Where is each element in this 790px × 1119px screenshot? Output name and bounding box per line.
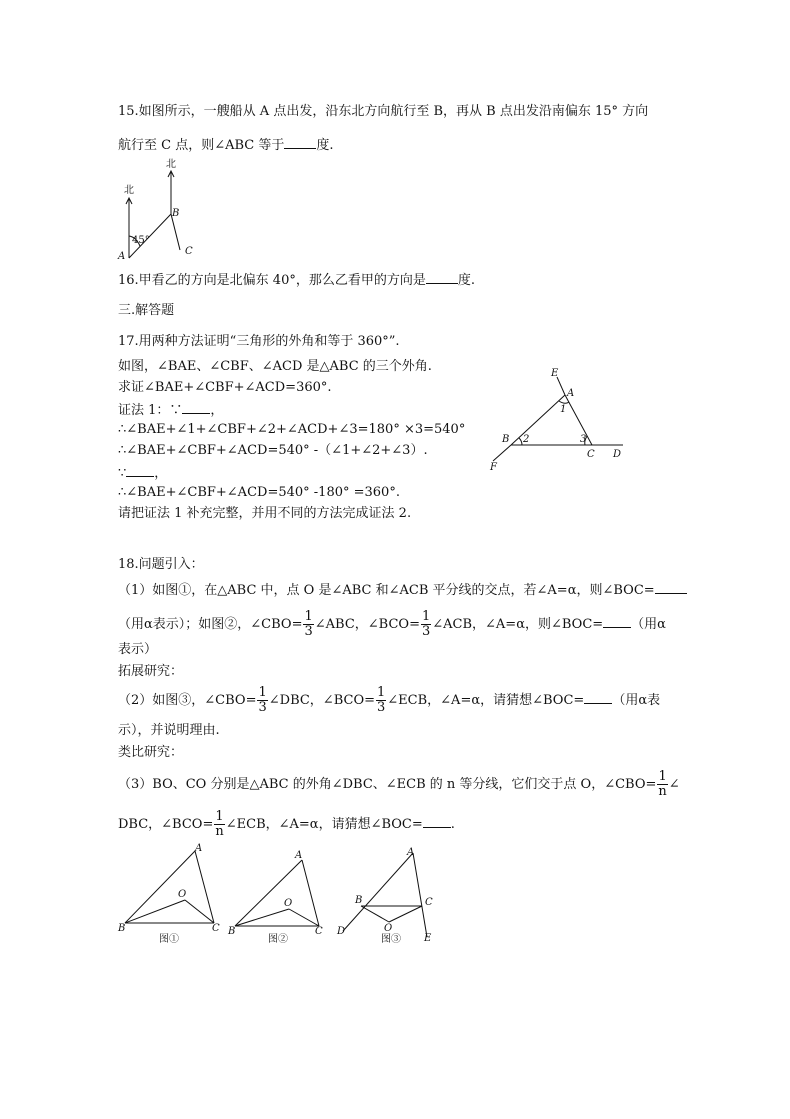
q17-line4: ∴∠BAE+∠1+∠CBF+∠2+∠ACD+∠3=180° ×3=540° (118, 422, 466, 437)
point-b-label: B (228, 926, 236, 937)
q18-p1-line1 (118, 580, 687, 600)
q15-line1: 15.如图所示，一艘船从 A 点出发，沿东北方向航行至 B，再从 B 点出发沿南偏东 15° 方向 (118, 104, 649, 119)
segment-bc (171, 214, 180, 250)
q17-line6-end: ， (154, 466, 168, 481)
q17-line1: 如图，∠BAE、∠CBF、∠ACD 是△ABC 的三个外角. (118, 359, 432, 374)
q18-p1-c: ∠ABC，∠BCO= (314, 617, 420, 632)
frac-den: 3 (377, 700, 386, 715)
q18-p3-e: . (450, 817, 455, 832)
q15-figure (112, 158, 212, 263)
frac-num: 1 (258, 685, 267, 700)
figure-3 (335, 845, 445, 945)
q16-end: 度. (457, 273, 475, 288)
frac-den: n (215, 824, 224, 839)
q17-line8: 请把证法 1 补充完整，并用不同的方法完成证法 2. (118, 506, 412, 521)
frac-den: 3 (421, 624, 431, 639)
q18-p1-text: （1）如图①，在△ABC 中，点 O 是∠ABC 和∠ACB 平分线的交点，若∠A=α，则∠BOC= (118, 583, 655, 598)
figure-1 (115, 845, 225, 945)
q18-p2-d: （用α表 (612, 693, 661, 708)
point-o-label: O (384, 923, 393, 934)
north-label-a: 北 (124, 185, 134, 196)
frac-den: 3 (258, 700, 267, 715)
q15-line2-end: 度. (316, 138, 334, 153)
answer-blank-q17-b[interactable] (126, 463, 154, 477)
q18-p1-e: （用α (631, 617, 666, 632)
point-o-label: O (178, 889, 187, 900)
q18-p3-b: ∠ (668, 777, 680, 792)
north-label-b: 北 (166, 159, 176, 170)
line-bf (493, 445, 511, 461)
q18-p3-d: ∠ECB，∠A=α，请猜想∠BOC= (225, 817, 423, 832)
side-ac (195, 851, 214, 923)
segment-bo (125, 900, 185, 923)
point-c-label: C (315, 926, 323, 937)
answer-blank-q18-3[interactable] (584, 690, 612, 704)
q18-p2-c: ∠ECB，∠A=α，请猜想∠BOC= (387, 693, 585, 708)
fraction-one-over-n-a (657, 770, 667, 799)
frac-num: 1 (215, 809, 224, 824)
point-b-label: B (172, 208, 180, 219)
point-c-label: C (212, 923, 220, 934)
point-c-label: C (587, 449, 595, 460)
q16-line (118, 270, 475, 290)
segment-co (289, 909, 319, 926)
q18-p3-line1 (118, 766, 680, 804)
q18-p2-line2: 示），并说明理由. (118, 723, 220, 738)
segment-bo (361, 906, 389, 922)
angle-3-label: 3 (580, 434, 587, 445)
q17-because: ∵ (118, 466, 127, 481)
point-a-label: A (567, 388, 575, 399)
frac-num: 1 (304, 609, 313, 624)
answer-blank-q17-a[interactable] (182, 400, 210, 414)
point-c-label: C (425, 897, 433, 908)
answer-blank-q16[interactable] (426, 270, 458, 284)
line-ad (343, 853, 413, 931)
point-d-label: D (613, 449, 622, 460)
q17-figure (485, 365, 635, 475)
q18-p2-a: （2）如图③，∠CBO= (118, 693, 257, 708)
q16-text: 16.甲看乙的方向是北偏东 40°，那么乙看甲的方向是 (118, 273, 426, 288)
answer-blank-q15[interactable] (284, 135, 316, 149)
side-ab (125, 851, 195, 923)
point-o-label: O (284, 898, 293, 909)
q18-p3-a: （3）BO、CO 分别是△ABC 的外角∠DBC、∠ECB 的 n 等分线，它们交于点 O，∠CBO= (118, 777, 657, 792)
q17-line5: ∴∠BAE+∠CBF+∠ACD=540° -（∠1+∠2+∠3）. (118, 443, 428, 458)
q17-title: 17.用两种方法证明“三角形的外角和等于 360°”. (118, 334, 400, 349)
q17-line3-end: ， (210, 403, 224, 418)
figure-1-caption: 图① (159, 934, 179, 945)
angle-arc-1 (559, 401, 569, 403)
frac-num: 1 (377, 685, 386, 700)
angle-1-label: 1 (560, 404, 567, 415)
point-e-label: E (551, 368, 559, 379)
q18-p3-c: DBC，∠BCO= (118, 817, 214, 832)
answer-blank-q18-4[interactable] (423, 814, 451, 828)
point-b-label: B (118, 923, 126, 934)
q18-p2-line1 (118, 684, 660, 718)
q18-title: 18.问题引入： (118, 557, 204, 572)
fraction-one-third-d (376, 686, 386, 715)
figure-2-caption: 图② (268, 934, 288, 945)
q17-line7: ∴∠BAE+∠CBF+∠ACD=540° -180° =360°. (118, 485, 400, 500)
point-a-label: A (295, 850, 303, 861)
angle-arc-2 (519, 438, 522, 445)
line-ea (557, 377, 565, 395)
line-ae (413, 853, 427, 937)
frac-den: 3 (304, 624, 313, 639)
fraction-one-third-a (303, 610, 313, 639)
angle-2-label: 2 (523, 434, 530, 445)
q15-line2 (118, 135, 334, 155)
fraction-one-over-n-b (214, 810, 224, 839)
point-d-label: D (337, 926, 346, 937)
point-c-label: C (185, 246, 193, 257)
figure-3-caption: 图③ (381, 934, 401, 945)
point-a-label: A (407, 847, 415, 858)
point-a-label: A (195, 843, 203, 854)
figure-2 (225, 848, 335, 948)
side-ab (235, 860, 302, 926)
side-ac (302, 860, 319, 926)
section-heading: 三.解答题 (118, 303, 175, 318)
q18-p1-line3: 表示） (118, 642, 158, 657)
answer-blank-q18-2[interactable] (603, 614, 631, 628)
q18-extension-heading: 拓展研究： (118, 664, 184, 679)
q17-line3 (118, 400, 223, 420)
frac-num: 1 (658, 769, 667, 784)
fraction-one-third-c (257, 686, 267, 715)
answer-blank-q18-1[interactable] (655, 580, 687, 594)
point-b-label: B (502, 434, 510, 445)
q18-analogy-heading: 类比研究： (118, 745, 184, 760)
fraction-one-third-b (421, 610, 431, 639)
angle-45-label: 45° (132, 235, 150, 246)
segment-co (185, 900, 214, 923)
q18-p1-d: ∠ACB，∠A=α，则∠BOC= (432, 617, 604, 632)
q17-line2: 求证∠BAE+∠CBF+∠ACD=360°. (118, 380, 332, 395)
frac-den: n (658, 784, 667, 799)
q18-p2-b: ∠DBC，∠BCO= (268, 693, 375, 708)
point-b-label: B (355, 895, 363, 906)
frac-num: 1 (421, 609, 431, 624)
point-a-label: A (118, 251, 126, 262)
side-ab (511, 395, 565, 445)
q17-proof1-label: 证法 1：∵ (118, 403, 183, 418)
q18-p1-line2 (118, 608, 666, 642)
q17-line6 (118, 463, 167, 483)
point-e-label: E (424, 933, 432, 944)
q18-p3-line2 (118, 808, 455, 842)
point-f-label: F (490, 462, 497, 473)
q18-p1-b: （用α表示）；如图②，∠CBO= (118, 617, 303, 632)
q15-line2-text: 航行至 C 点，则∠ABC 等于 (118, 138, 285, 153)
segment-co (389, 906, 422, 922)
